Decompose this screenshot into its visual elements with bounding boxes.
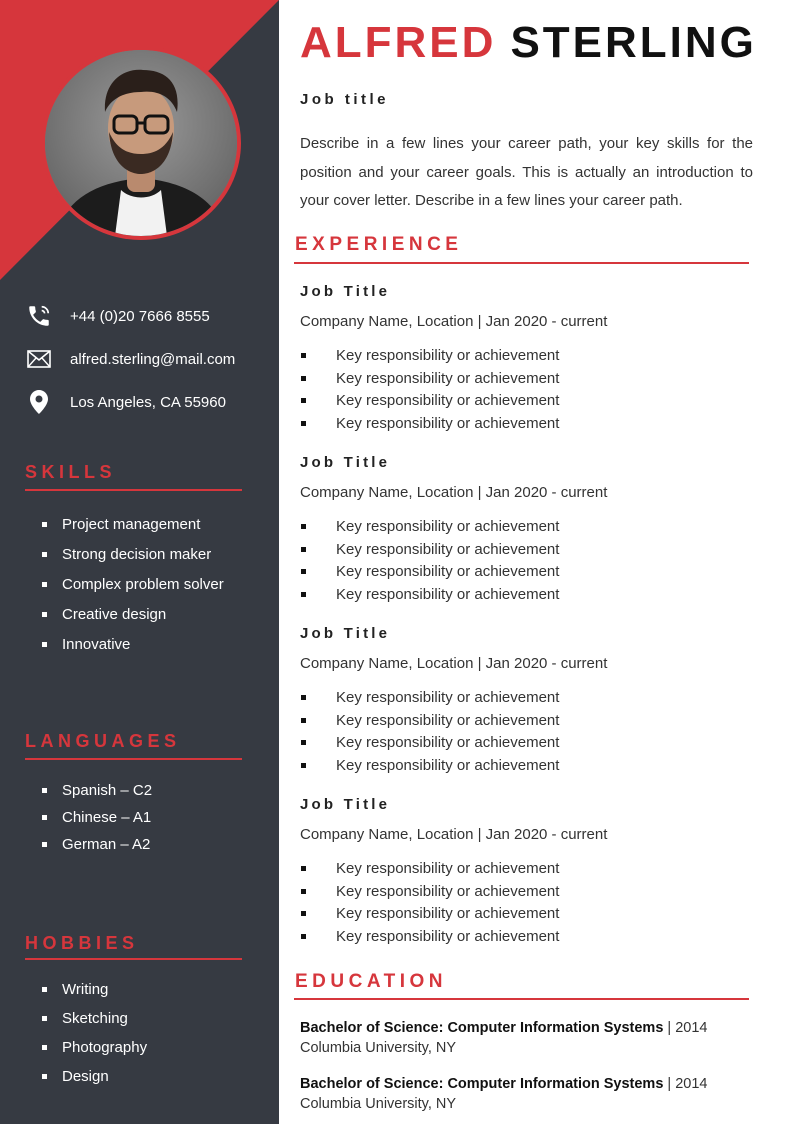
education-heading: EDUCATION [295, 971, 448, 992]
education-entry [300, 1018, 750, 1058]
envelope-icon [24, 345, 54, 373]
responsibility-item: Key responsibility or achievement [300, 389, 750, 412]
responsibility-item: Key responsibility or achievement [300, 515, 750, 538]
hobby-item: Design [42, 1062, 147, 1091]
responsibility-item: Key responsibility or achievement [300, 709, 750, 732]
phone-number[interactable]: +44 (0)20 7666 8555 [70, 307, 210, 325]
job-entry [300, 281, 750, 435]
education-school: Columbia University, NY [300, 1040, 457, 1056]
responsibility-item: Key responsibility or achievement [300, 731, 750, 754]
job-responsibilities [300, 515, 750, 606]
job-responsibilities [300, 686, 750, 777]
job-entry-company: Company Name, Location | Jan 2020 - current [300, 655, 608, 672]
language-item: Spanish – C2 [42, 777, 152, 804]
contact-phone[interactable] [24, 302, 210, 330]
job-responsibilities [300, 344, 750, 435]
education-year: | 2014 [667, 1020, 708, 1036]
education-degree: Bachelor of Science: Computer Information Systems [300, 1020, 664, 1036]
profile-photo [45, 50, 237, 236]
skill-item: Project management [42, 509, 224, 539]
responsibility-item: Key responsibility or achievement [300, 367, 750, 390]
skills-divider [25, 489, 242, 491]
responsibility-item: Key responsibility or achievement [300, 902, 750, 925]
languages-heading: LANGUAGES [25, 731, 181, 751]
experience-divider [294, 262, 749, 264]
education-degree: Bachelor of Science: Computer Information Systems [300, 1076, 664, 1092]
skills-list [42, 509, 224, 659]
responsibility-item: Key responsibility or achievement [300, 560, 750, 583]
skill-item: Complex problem solver [42, 569, 224, 599]
hobbies-list [42, 975, 147, 1091]
languages-divider [25, 758, 242, 760]
job-entry-company: Company Name, Location | Jan 2020 - current [300, 484, 608, 501]
responsibility-item: Key responsibility or achievement [300, 686, 750, 709]
phone-icon [24, 302, 54, 330]
hobby-item: Sketching [42, 1004, 147, 1033]
map-pin-icon [24, 388, 54, 416]
job-entry-company: Company Name, Location | Jan 2020 - current [300, 313, 608, 330]
job-responsibilities [300, 857, 750, 948]
intro-paragraph: Describe in a few lines your career path, your key skills for the position and your career goals. This is actually an introduction to your cover letter. Describe in a few lines your career path. [300, 135, 753, 209]
language-item: Chinese – A1 [42, 804, 152, 831]
job-entry-company: Company Name, Location | Jan 2020 - current [300, 826, 608, 843]
hobby-item: Writing [42, 975, 147, 1004]
first-name: ALFRED [300, 18, 497, 67]
language-item: German – A2 [42, 831, 152, 858]
responsibility-item: Key responsibility or achievement [300, 412, 750, 435]
job-entry-title: Job Title [300, 283, 391, 300]
responsibility-item: Key responsibility or achievement [300, 925, 750, 948]
job-entry [300, 794, 750, 948]
education-entry [300, 1074, 750, 1114]
last-name: STERLING [510, 18, 757, 67]
skill-item: Creative design [42, 599, 224, 629]
responsibility-item: Key responsibility or achievement [300, 880, 750, 903]
skill-item: Strong decision maker [42, 539, 224, 569]
education-year: | 2014 [667, 1076, 708, 1092]
job-entry-title: Job Title [300, 454, 391, 471]
job-entry [300, 452, 750, 606]
skill-item: Innovative [42, 629, 224, 659]
contact-email[interactable] [24, 345, 235, 373]
hobbies-divider [25, 958, 242, 960]
hobby-item: Photography [42, 1033, 147, 1062]
job-entry-title: Job Title [300, 625, 391, 642]
responsibility-item: Key responsibility or achievement [300, 857, 750, 880]
experience-heading: EXPERIENCE [295, 234, 463, 255]
responsibility-item: Key responsibility or achievement [300, 538, 750, 561]
sidebar [0, 0, 279, 1124]
languages-list [42, 777, 152, 858]
education-divider [294, 998, 749, 1000]
job-title: Job title [300, 91, 390, 108]
responsibility-item: Key responsibility or achievement [300, 344, 750, 367]
responsibility-item: Key responsibility or achievement [300, 583, 750, 606]
email-address[interactable]: alfred.sterling@mail.com [70, 350, 236, 368]
responsibility-item: Key responsibility or achievement [300, 754, 750, 777]
job-entry [300, 623, 750, 777]
skills-heading: SKILLS [25, 462, 117, 482]
location-text: Los Angeles, CA 55960 [70, 393, 226, 411]
education-school: Columbia University, NY [300, 1096, 457, 1112]
full-name [300, 18, 757, 68]
hobbies-heading: HOBBIES [25, 933, 139, 953]
contact-location [24, 388, 226, 416]
job-entry-title: Job Title [300, 796, 391, 813]
